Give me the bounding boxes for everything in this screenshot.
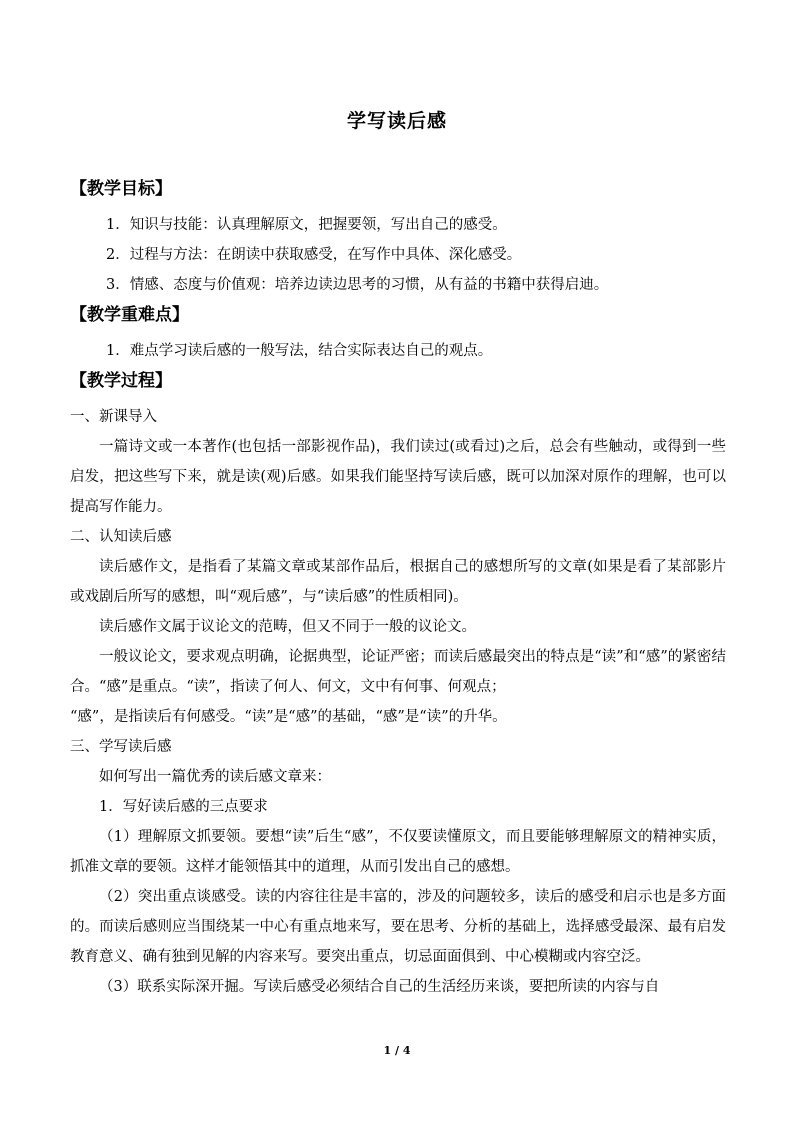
page-title: 学写读后感 xyxy=(346,110,447,132)
part-title-intro: 一、新课导入 xyxy=(70,409,157,425)
objective-item: 1．知识与技能：认真理解原文，把握要领，写出自己的感受。 xyxy=(106,217,507,233)
section-heading-process: 【教学过程】 xyxy=(70,371,172,391)
key-point-item: 1．难点学习读后感的一般写法，结合实际表达自己的观点。 xyxy=(106,343,493,359)
requirement-paragraph: （1）理解原文抓要领。要想“读”后生“感”，不仅要读懂原文，而且要能够理解原文的精神实质，抓准文章的要领。这样才能领悟其中的道理，从而引发出自己的感想。 xyxy=(70,829,726,875)
sub-heading: 1．写好读后感的三点要求 xyxy=(99,799,268,815)
document-body xyxy=(70,174,726,1002)
section-heading-key-points: 【教学重难点】 xyxy=(70,305,189,325)
requirement-paragraph: （2）突出重点谈感受。读的内容往往是丰富的，涉及的问题较多，读后的感受和启示也是多方面的。而读后感则应当围绕某一中心有重点地来写，要在思考、分析的基础上，选择感受最深、最有启发教育意义、确有独到见解的内容来写。要突出重点，切忌面面俱到、中心模糊或内容空泛。 xyxy=(70,889,726,965)
part-title-writing: 三、学写读后感 xyxy=(70,739,172,755)
paragraph: 读后感作文属于议论文的范畴，但又不同于一般的议论文。 xyxy=(99,619,476,635)
paragraph: 如何写出一篇优秀的读后感文章来： xyxy=(99,769,331,785)
objective-item: 2．过程与方法：在朗读中获取感受，在写作中具体、深化感受。 xyxy=(106,247,522,263)
page-number: 1 / 4 xyxy=(383,1044,411,1057)
paragraph: 一篇诗文或一本著作(也包括一部影视作品)，我们读过(或看过)之后，总会有些触动，或得到一些启发，把这些写下来，就是读(观)后感。如果我们能坚持写读后感，既可以加深对原作的理解，也可以提高写作能力。 xyxy=(70,439,726,515)
part-title-concept: 二、认知读后感 xyxy=(70,529,172,545)
paragraph: 一般议论文，要求观点明确，论据典型，论证严密；而读后感最突出的特点是“读”和“感”的紧密结合。“感”是重点。“读”，指读了何人、何文，文中有何事、何观点； xyxy=(70,649,726,695)
paragraph-continuation: “感”，是指读后有何感受。“读”是“感”的基础，“感”是“读”的升华。 xyxy=(70,709,507,725)
paragraph: 读后感作文，是指看了某篇文章或某部作品后，根据自己的感想所写的文章(如果是看了某部影片或戏剧后所写的感想，叫“观后感”，与“读后感”的性质相同)。 xyxy=(70,559,726,605)
section-heading-objectives: 【教学目标】 xyxy=(70,179,172,199)
requirement-paragraph: （3）联系实际深开掘。写读后感受必须结合自己的生活经历来谈，要把所读的内容与自 xyxy=(99,979,660,995)
objective-item: 3．情感、态度与价值观：培养边读边思考的习惯，从有益的书籍中获得启迪。 xyxy=(106,277,609,293)
